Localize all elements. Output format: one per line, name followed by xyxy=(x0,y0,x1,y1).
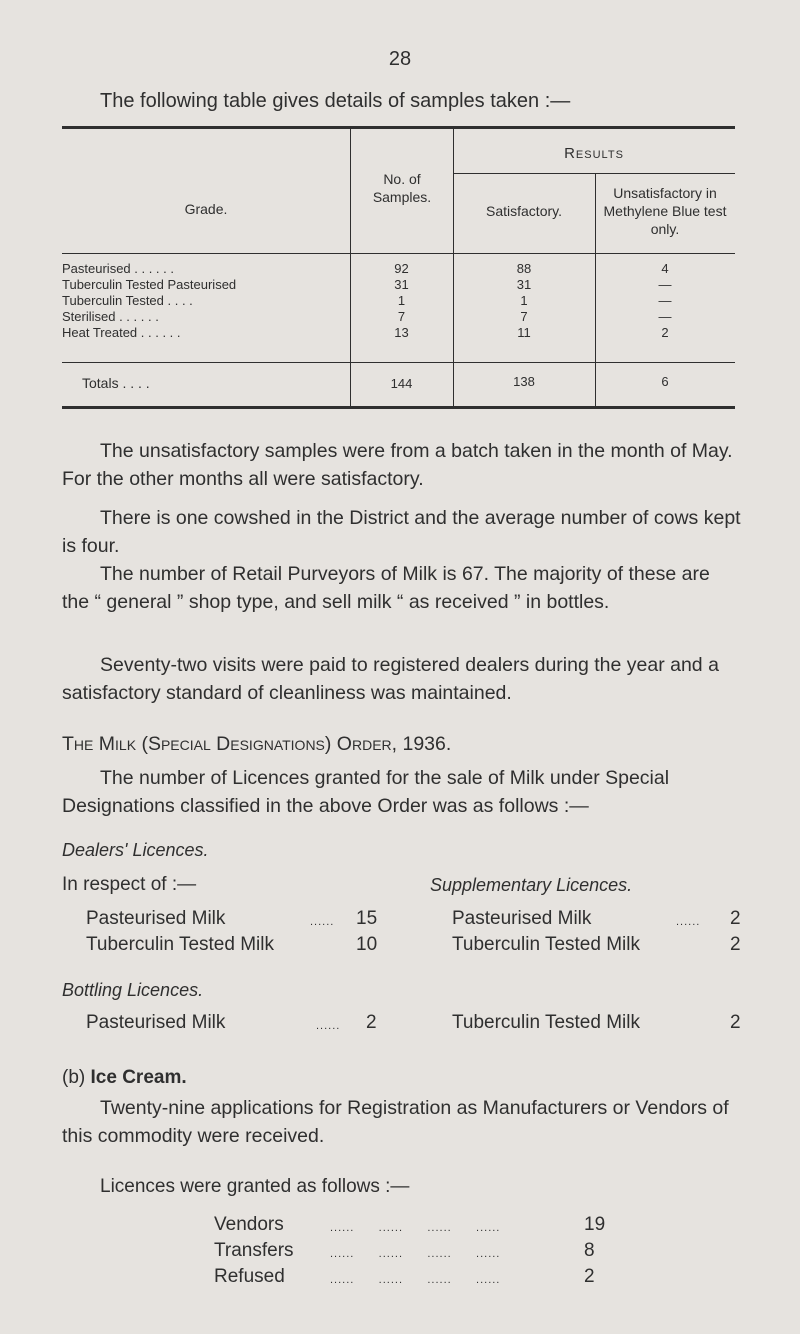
totals-samples: 144 xyxy=(390,376,413,391)
table-intro: The following table gives details of samples taken :— xyxy=(100,90,571,112)
ice-cream-item-dots: ...... ...... ...... ...... xyxy=(330,1274,501,1286)
supplementary-licences-title: Supplementary Licences. xyxy=(430,875,633,895)
row-unsatisfactory: 4 xyxy=(661,261,669,276)
header-no-of-samples: No. of Samples. xyxy=(372,171,432,205)
dealer-tt-value: 10 xyxy=(356,934,378,955)
bottling-licences-title: Bottling Licences. xyxy=(62,980,204,1000)
ice-cream-item-value: 2 xyxy=(584,1266,595,1287)
row-unsatisfactory: — xyxy=(658,277,672,292)
row-unsatisfactory: — xyxy=(658,309,672,324)
bottling-tt-label: Tuberculin Tested Milk xyxy=(452,1012,640,1033)
row-samples: 31 xyxy=(394,277,409,292)
row-grade: Tuberculin Tested . . . . xyxy=(62,293,193,308)
row-samples: 13 xyxy=(394,325,409,340)
dealer-pasteurised-value: 15 xyxy=(356,908,378,929)
header-grade: Grade. xyxy=(184,201,228,217)
ice-cream-item-value: 19 xyxy=(584,1214,606,1235)
row-satisfactory: 31 xyxy=(516,277,532,292)
ice-cream-paragraph: Twenty-nine applications for Registration as Manufacturers or Vendors of this commodity were received. xyxy=(62,1097,729,1147)
row-grade: Pasteurised . . . . . . xyxy=(62,261,174,276)
table-top-rule xyxy=(62,126,735,129)
supp-pasteurised-value: 2 xyxy=(730,908,741,929)
dealer-pasteurised-dots: ...... xyxy=(310,916,335,928)
supp-tt-value: 2 xyxy=(730,934,741,955)
paragraph-unsatisfactory: The unsatisfactory samples were from a batch taken in the month of May. For the other months all were satisfactory. xyxy=(62,440,733,490)
totals-label: Totals . . . . xyxy=(82,375,150,391)
row-satisfactory: 1 xyxy=(520,293,528,308)
ice-cream-item-dots: ...... ...... ...... ...... xyxy=(330,1248,501,1260)
order-heading: The Milk (Special Designations) Order, 1936. xyxy=(62,733,452,755)
row-unsatisfactory: 2 xyxy=(661,325,669,340)
ice-cream-item-label: Transfers xyxy=(214,1240,294,1261)
table-bottom-rule xyxy=(62,406,735,409)
ice-cream-prefix: (b) xyxy=(62,1067,86,1088)
header-rule xyxy=(62,253,735,254)
row-samples: 7 xyxy=(397,309,406,324)
ice-cream-item-dots: ...... ...... ...... ...... xyxy=(330,1222,501,1234)
bottling-pasteurised-label: Pasteurised Milk xyxy=(86,1012,226,1033)
ice-cream-item-value: 8 xyxy=(584,1240,595,1261)
totals-satisfactory: 138 xyxy=(513,374,535,389)
licences-granted-intro: Licences were granted as follows :— xyxy=(100,1176,410,1197)
ice-cream-title: Ice Cream. xyxy=(90,1067,187,1088)
paragraph-visits: Seventy-two visits were paid to registered dealers during the year and a satisfactory standard of cleanliness was maintained. xyxy=(62,654,719,704)
supp-tt-label: Tuberculin Tested Milk xyxy=(452,934,640,955)
paragraph-purveyors: The number of Retail Purveyors of Milk is 67. The majority of these are the “ general ” shop type, and sell milk “ as received ” in bottles. xyxy=(62,563,710,613)
results-rule xyxy=(453,173,735,174)
totals-rule xyxy=(62,362,735,363)
row-samples: 92 xyxy=(394,261,409,276)
row-grade: Tuberculin Tested Pasteurised xyxy=(62,277,237,292)
header-results: Results xyxy=(564,145,624,162)
row-grade: Heat Treated . . . . . . xyxy=(62,325,181,340)
page-number: 28 xyxy=(388,48,412,70)
paragraph-cowshed: There is one cowshed in the District and the average number of cows kept is four. xyxy=(62,507,741,557)
ice-cream-heading xyxy=(62,1067,187,1089)
totals-unsatisfactory: 6 xyxy=(661,374,669,389)
header-satisfactory: Satisfactory. xyxy=(486,203,562,219)
row-unsatisfactory: — xyxy=(658,293,672,308)
ice-cream-item-label: Vendors xyxy=(214,1214,284,1235)
dealer-tt-label: Tuberculin Tested Milk xyxy=(86,934,274,955)
row-samples: 1 xyxy=(397,293,406,308)
paragraph-licences: The number of Licences granted for the sale of Milk under Special Designations classified in the above Order was as follows :— xyxy=(62,767,670,817)
samples-table xyxy=(62,126,735,411)
bottling-pasteurised-value: 2 xyxy=(366,1012,377,1033)
row-grade: Sterilised . . . . . . xyxy=(62,309,159,324)
supp-pasteurised-dots: ...... xyxy=(676,916,701,928)
row-satisfactory: 11 xyxy=(517,325,531,340)
row-satisfactory: 88 xyxy=(516,261,532,276)
supp-pasteurised-label: Pasteurised Milk xyxy=(452,908,592,929)
dealer-pasteurised-label: Pasteurised Milk xyxy=(86,908,226,929)
bottling-tt-value: 2 xyxy=(730,1012,741,1033)
dealers-licences-title: Dealers' Licences. xyxy=(62,840,209,860)
row-satisfactory: 7 xyxy=(520,309,528,324)
ice-cream-item-label: Refused xyxy=(214,1266,285,1287)
bottling-pasteurised-dots: ...... xyxy=(316,1020,341,1032)
header-unsatisfactory: Unsatisfactory in Methylene Blue test only. xyxy=(603,185,727,237)
in-respect-of: In respect of :— xyxy=(62,874,197,895)
